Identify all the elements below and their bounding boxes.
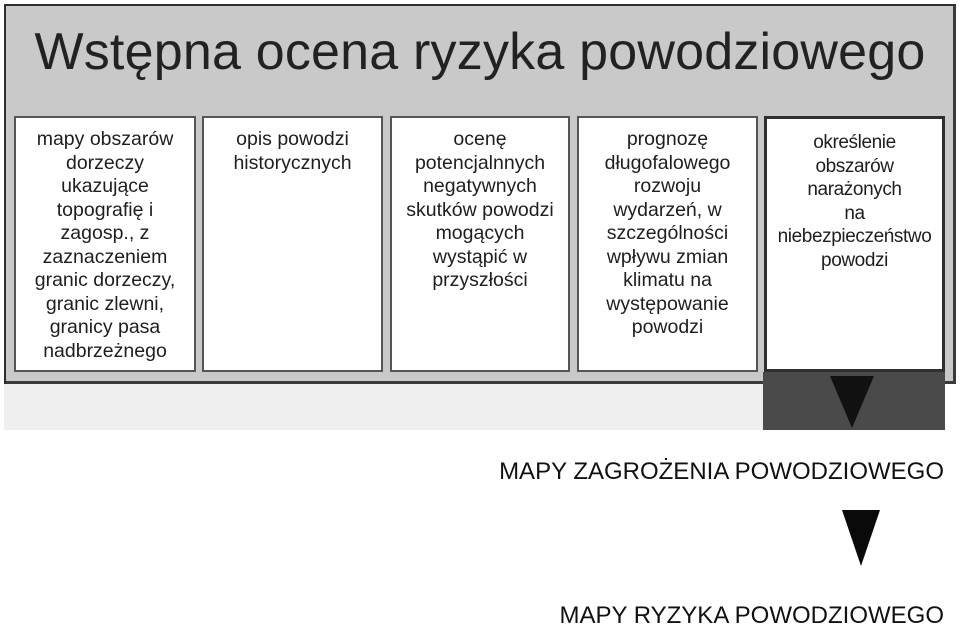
card-long-term-forecast: prognozę długofalowego rozwoju wydarzeń, w szczególności wpływu zmian klimatu na występowanie powodzi (577, 116, 758, 372)
flood-hazard-maps-label: MAPY ZAGROŻENIA POWODZIOWEGO (499, 458, 944, 485)
down-arrow-icon (842, 510, 880, 566)
flood-risk-maps-label: MAPY RYZYKA POWODZIOWEGO (559, 602, 944, 629)
diagram-title: Wstępna ocena ryzyka powodziowego (34, 23, 926, 81)
panel-shadow-strip (4, 384, 763, 430)
card-historical-floods: opis powodzi historycznych (202, 116, 383, 372)
card-basin-maps: mapy obszarów dorzeczy ukazujące topografię i zagosp., z zaznaczeniem granic dorzeczy, granic zlewni, granicy pasa nadbrzeżnego (14, 116, 196, 372)
card-negative-effects: ocenę potencjalnnych negatywnych skutków powodzi mogących wystąpić w przyszłości (390, 116, 570, 372)
down-arrow-icon (830, 376, 874, 428)
card-risk-areas: określenie obszarów narażonych na niebezpieczeństwo powodzi (764, 116, 945, 372)
panel-border-top (4, 4, 956, 6)
